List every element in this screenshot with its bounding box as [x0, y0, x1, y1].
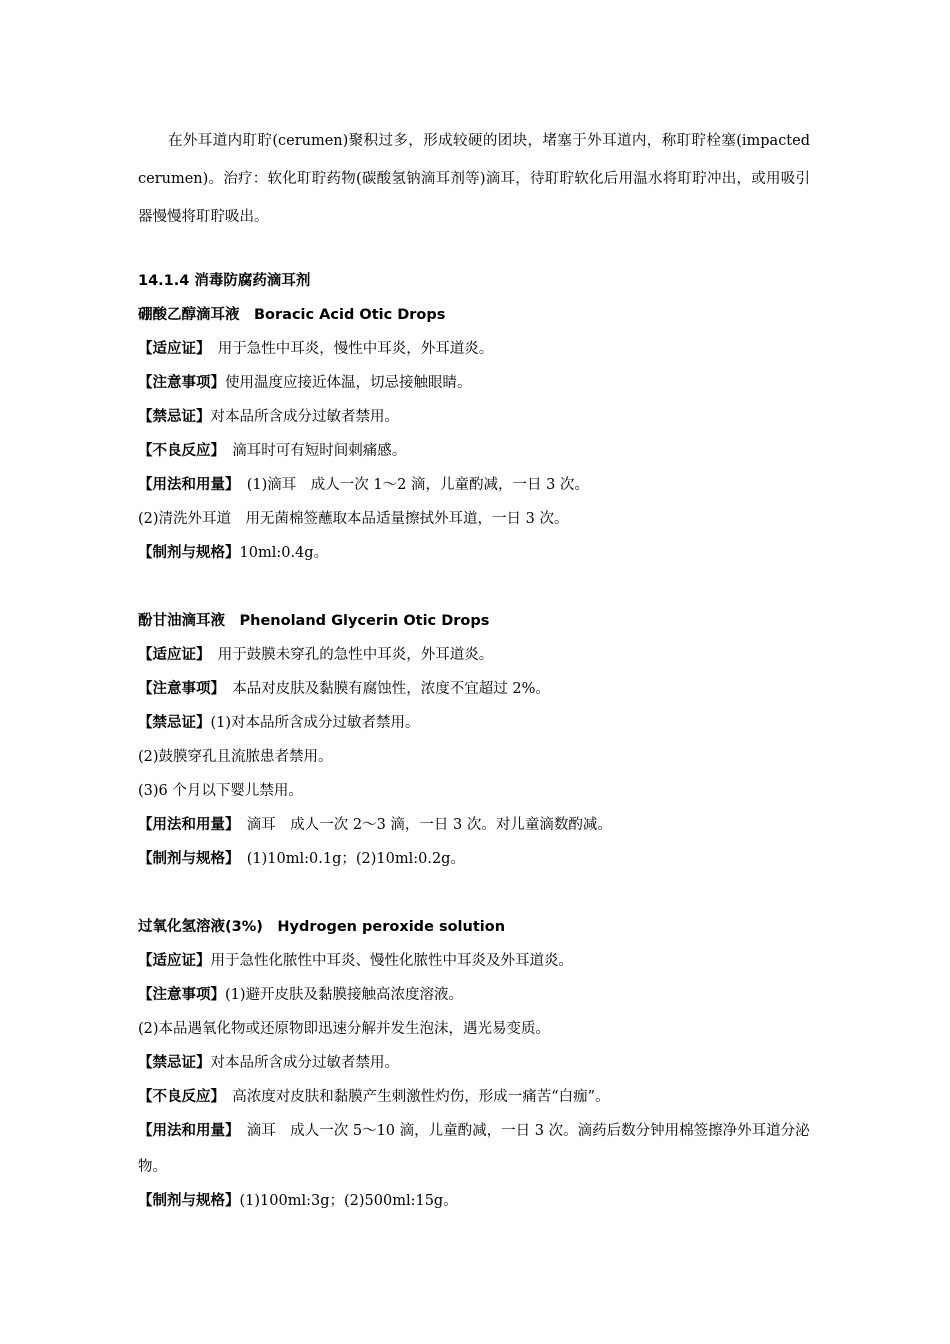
field-label: 【制剂与规格】 — [138, 1193, 240, 1209]
field-label: 【适应证】 — [138, 341, 204, 357]
drug-line — [138, 339, 818, 359]
field-text: 本品对皮肤及黏膜有腐蚀性，浓度不宜超过 2%。 — [217, 681, 550, 697]
field-text: (2)鼓膜穿孔且流脓患者禁用。 — [138, 749, 333, 765]
drug-line — [138, 849, 818, 869]
field-label: 【注意事项】 — [138, 681, 218, 697]
field-text: (1)对本品所含成分过敏者禁用。 — [210, 715, 420, 731]
field-label: 【禁忌证】 — [138, 1055, 211, 1071]
drug-title: 酚甘油滴耳液 Phenoland Glycerin Otic Drops — [138, 613, 490, 629]
drug-line — [138, 747, 818, 767]
field-text: 滴耳 成人一次 2～3 滴，一日 3 次。对儿童滴数酌减。 — [232, 817, 612, 833]
field-text: 对本品所含成分过敏者禁用。 — [210, 409, 399, 425]
drug-line — [138, 713, 818, 733]
drug-line — [138, 1053, 818, 1073]
field-label: 【禁忌证】 — [138, 715, 211, 731]
field-text: (1)避开皮肤及黏膜接触高浓度溶液。 — [225, 987, 464, 1003]
drug-line — [138, 645, 818, 665]
drug-line — [138, 1087, 818, 1107]
field-text: (2)清洗外耳道 用无菌棉签蘸取本品适量擦拭外耳道，一日 3 次。 — [138, 511, 569, 527]
field-text: 用于鼓膜未穿孔的急性中耳炎，外耳道炎。 — [203, 647, 494, 663]
field-text: 使用温度应接近体温，切忌接触眼睛。 — [225, 375, 472, 391]
field-text: (1)100ml:3g；(2)500ml:15g。 — [239, 1193, 458, 1209]
drug-line — [138, 815, 818, 835]
field-label: 【适应证】 — [138, 647, 204, 663]
field-text: 用于急性中耳炎，慢性中耳炎，外耳道炎。 — [203, 341, 494, 357]
field-label: 【不良反应】 — [138, 443, 218, 459]
field-text: 高浓度对皮肤和黏膜产生刺激性灼伤，形成一痛苦“白痂”。 — [217, 1089, 610, 1105]
drug-line — [138, 951, 818, 971]
drug-line — [138, 441, 818, 461]
drug-line — [138, 985, 818, 1005]
field-text: 对本品所含成分过敏者禁用。 — [210, 1055, 399, 1071]
drug-line — [138, 679, 818, 699]
field-text: 10ml:0.4g。 — [239, 545, 329, 561]
field-label: 【制剂与规格】 — [138, 851, 233, 867]
intro-paragraph: 在外耳道内耵聍(cerumen)聚积过多，形成较硬的团块，堵塞于外耳道内，称耵聍栓塞(impacted cerumen)。治疗：软化耵聍药物(碳酸氢钠滴耳剂等)滴耳，待耵聍软化后用温水将耵聍冲出，或用吸引器慢慢将耵聍吸出。 — [138, 133, 810, 225]
field-text: (3)6 个月以下婴儿禁用。 — [138, 783, 303, 799]
field-label: 【用法和用量】 — [138, 817, 233, 833]
field-label: 【制剂与规格】 — [138, 545, 240, 561]
drug-line — [138, 475, 818, 495]
field-text: 滴耳时可有短时间刺痛感。 — [217, 443, 407, 459]
drug-line — [138, 543, 818, 563]
field-label: 【用法和用量】 — [138, 477, 233, 493]
field-text: (1)10ml:0.1g；(2)10ml:0.2g。 — [232, 851, 465, 867]
field-label: 【注意事项】 — [138, 987, 225, 1003]
field-label: 【不良反应】 — [138, 1089, 218, 1105]
drug-title: 过氧化氢溶液(3%) Hydrogen peroxide solution — [138, 919, 506, 935]
drug-line — [138, 781, 818, 801]
field-text: 用于急性化脓性中耳炎、慢性化脓性中耳炎及外耳道炎。 — [210, 953, 573, 969]
drug-line — [138, 407, 818, 427]
field-text: (1)滴耳 成人一次 1～2 滴，儿童酌减，一日 3 次。 — [232, 477, 589, 493]
drug-line — [138, 373, 818, 393]
drug-line — [138, 509, 818, 529]
field-label: 【用法和用量】 — [138, 1123, 233, 1139]
field-text: 滴耳 成人一次 5～10 滴，儿童酌减，一日 3 次。滴药后数分钟用棉签擦净外耳道分泌物。 — [138, 1123, 810, 1175]
field-label: 【适应证】 — [138, 953, 211, 969]
drug-title: 硼酸乙醇滴耳液 Boracic Acid Otic Drops — [138, 307, 446, 323]
section-heading: 14.1.4 消毒防腐药滴耳剂 — [138, 273, 311, 289]
drug-line — [138, 1019, 818, 1039]
field-label: 【注意事项】 — [138, 375, 225, 391]
drug-line — [138, 1113, 810, 1185]
drug-line — [138, 1191, 818, 1211]
field-label: 【禁忌证】 — [138, 409, 211, 425]
field-text: (2)本品遇氧化物或还原物即迅速分解并发生泡沫，遇光易变质。 — [138, 1021, 551, 1037]
